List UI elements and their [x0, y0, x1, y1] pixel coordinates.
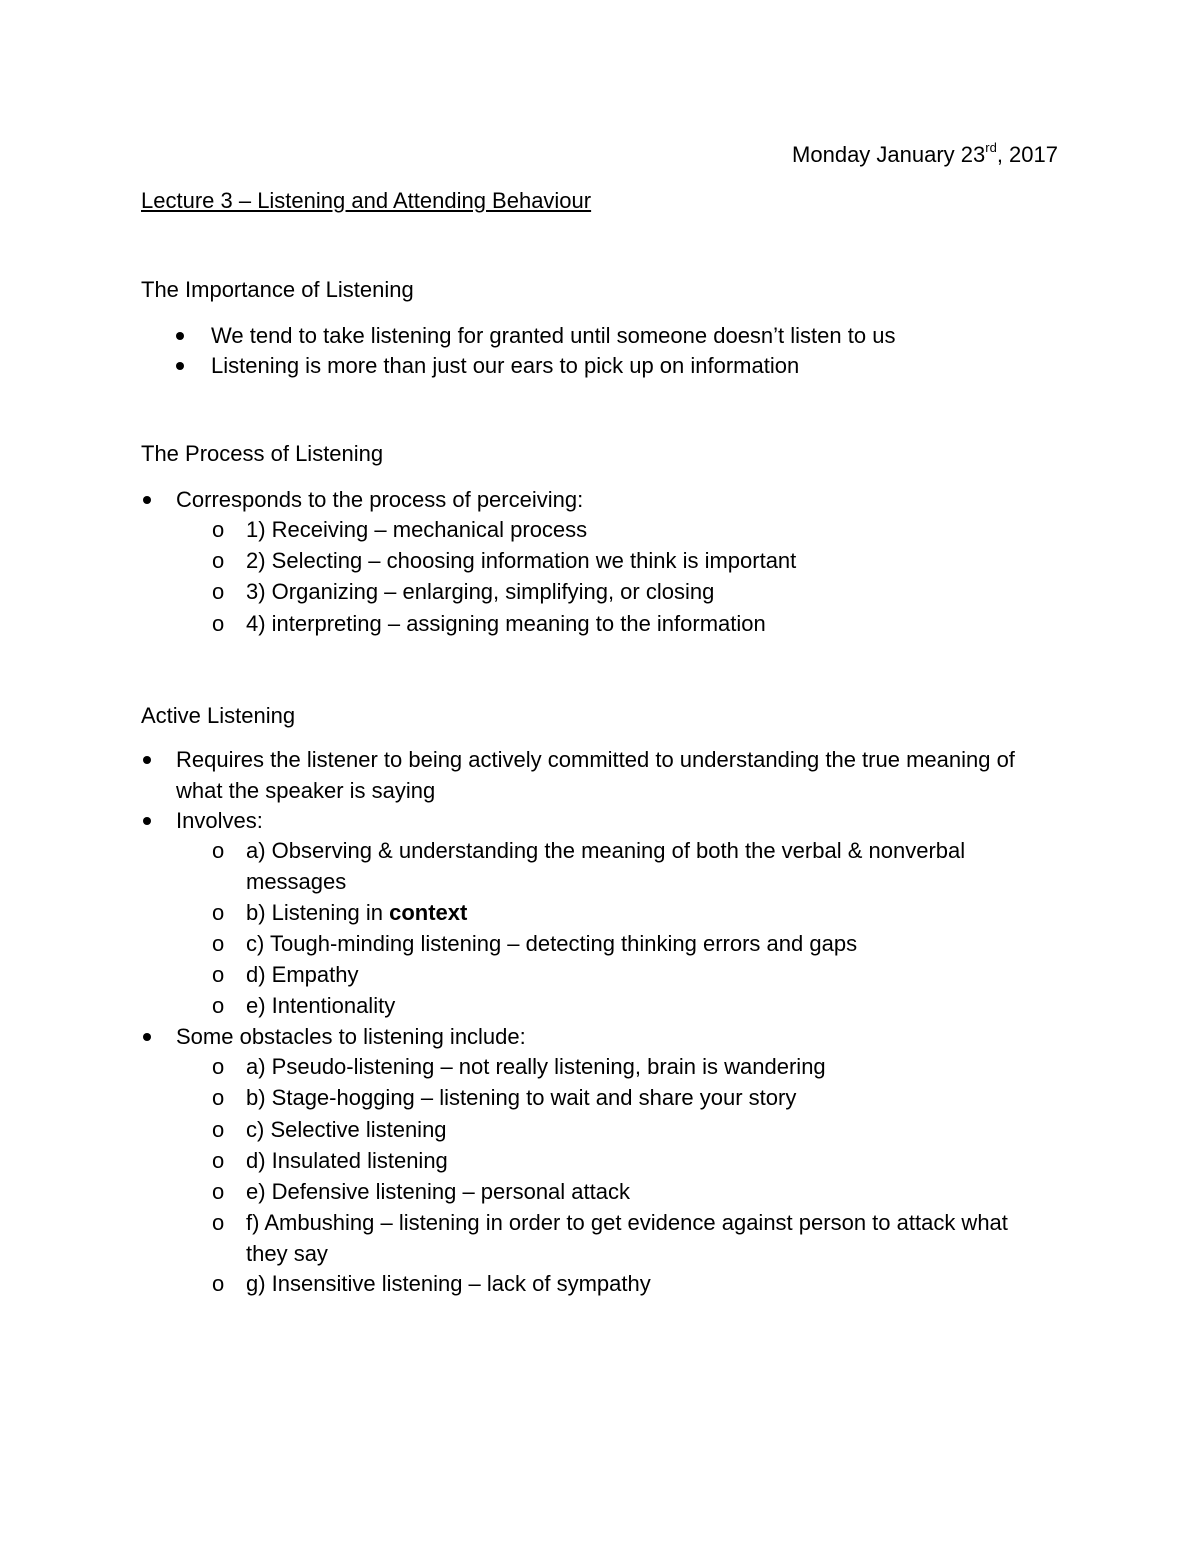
circle-bullet-icon: o [212, 931, 225, 956]
bullet-icon [143, 496, 151, 504]
lecture-title: Lecture 3 – Listening and Attending Behaviour [141, 188, 592, 213]
list-item-text: Requires the listener to being actively committed to understanding the true meaning of what the speaker is saying [176, 747, 1015, 803]
sub-list-item [0, 608, 1200, 639]
list-item [0, 320, 1200, 350]
sub-list-item-text: 2) Selecting – choosing information we think is important [246, 548, 797, 573]
list-item-text: Corresponds to the process of perceiving: [176, 487, 584, 512]
sub-list-item-text: d) Insulated listening [246, 1148, 448, 1173]
sub-list-item [0, 1051, 1200, 1082]
list-item [0, 805, 1200, 835]
circle-bullet-icon: o [212, 517, 225, 542]
date-suffix: rd [985, 139, 997, 155]
bullet-icon [143, 1033, 151, 1041]
sub-list-item [0, 576, 1200, 608]
list-item-text: Involves: [176, 808, 263, 833]
circle-bullet-icon: o [212, 1085, 225, 1110]
sub-list-item [0, 990, 1200, 1021]
sub-list-item [0, 928, 1200, 959]
bullet-icon [143, 817, 151, 825]
sub-list-item-text: b) Stage-hogging – listening to wait and share your story [246, 1085, 797, 1110]
sub-list-item [0, 1082, 1200, 1114]
sub-list-item [0, 897, 1200, 928]
circle-bullet-icon: o [212, 579, 225, 604]
sub-list-item [0, 835, 1200, 897]
circle-bullet-icon: o [212, 838, 225, 863]
circle-bullet-icon: o [212, 900, 225, 925]
date-rest: , 2017 [996, 142, 1058, 167]
bullet-icon [176, 362, 184, 370]
sub-list-item-text: c) Selective listening [246, 1117, 447, 1142]
circle-bullet-icon: o [212, 1210, 225, 1235]
sub-list-item-text: a) Observing & understanding the meaning of both the verbal & nonverbal messages [246, 838, 966, 894]
list-item-text: Listening is more than just our ears to pick up on information [211, 353, 800, 378]
bullet-icon [143, 756, 151, 764]
sub-list-item-text: a) Pseudo-listening – not really listening, brain is wandering [246, 1054, 826, 1079]
sub-list-item-text [246, 897, 467, 928]
bullet-icon [176, 332, 184, 340]
circle-bullet-icon: o [212, 611, 225, 636]
list-item [0, 350, 1200, 380]
circle-bullet-icon: o [212, 548, 225, 573]
sub-list-item [0, 1145, 1200, 1176]
bold-term: context [389, 900, 468, 925]
process-list [0, 484, 1200, 639]
text-prefix: b) Listening in [246, 900, 390, 925]
sub-list-item-text: 1) Receiving – mechanical process [246, 517, 588, 542]
sub-list-item [0, 1268, 1200, 1299]
circle-bullet-icon: o [212, 1054, 225, 1079]
sub-list-item-text: f) Ambushing – listening in order to get evidence against person to attack what they say [246, 1210, 1008, 1266]
sub-list-item-text: 4) interpreting – assigning meaning to the information [246, 611, 766, 636]
circle-bullet-icon: o [212, 1148, 225, 1173]
list-item [0, 484, 1200, 514]
circle-bullet-icon: o [212, 993, 225, 1018]
sub-list-item-text: e) Defensive listening – personal attack [246, 1179, 630, 1204]
circle-bullet-icon: o [212, 1117, 225, 1142]
section-heading-active: Active Listening [141, 703, 296, 728]
date-main: Monday January 23 [792, 142, 986, 167]
circle-bullet-icon: o [212, 1179, 225, 1204]
sub-list-item-text: c) Tough-minding listening – detecting thinking errors and gaps [246, 931, 858, 956]
sub-list-item [0, 959, 1200, 990]
sub-list-item-text: g) Insensitive listening – lack of sympathy [246, 1271, 651, 1296]
list-item-text: Some obstacles to listening include: [176, 1024, 526, 1049]
sub-list-item [0, 1176, 1200, 1207]
sub-list-item [0, 514, 1200, 545]
circle-bullet-icon: o [212, 1271, 225, 1296]
sub-list-item-text: 3) Organizing – enlarging, simplifying, or closing [246, 579, 715, 604]
circle-bullet-icon: o [212, 962, 225, 987]
section-heading-process: The Process of Listening [141, 441, 384, 466]
sub-list-item [0, 1207, 1200, 1268]
sub-list-item [0, 1114, 1200, 1145]
active-list [0, 744, 1200, 1299]
section-heading-importance: The Importance of Listening [141, 277, 414, 302]
sub-list-item-text: e) Intentionality [246, 993, 396, 1018]
sub-list-item-text: d) Empathy [246, 962, 359, 987]
lecture-date [792, 139, 1058, 170]
importance-list [0, 320, 1200, 380]
list-item [0, 744, 1200, 805]
list-item-text: We tend to take listening for granted until someone doesn’t listen to us [211, 323, 896, 348]
list-item [0, 1021, 1200, 1051]
sub-list-item [0, 545, 1200, 576]
